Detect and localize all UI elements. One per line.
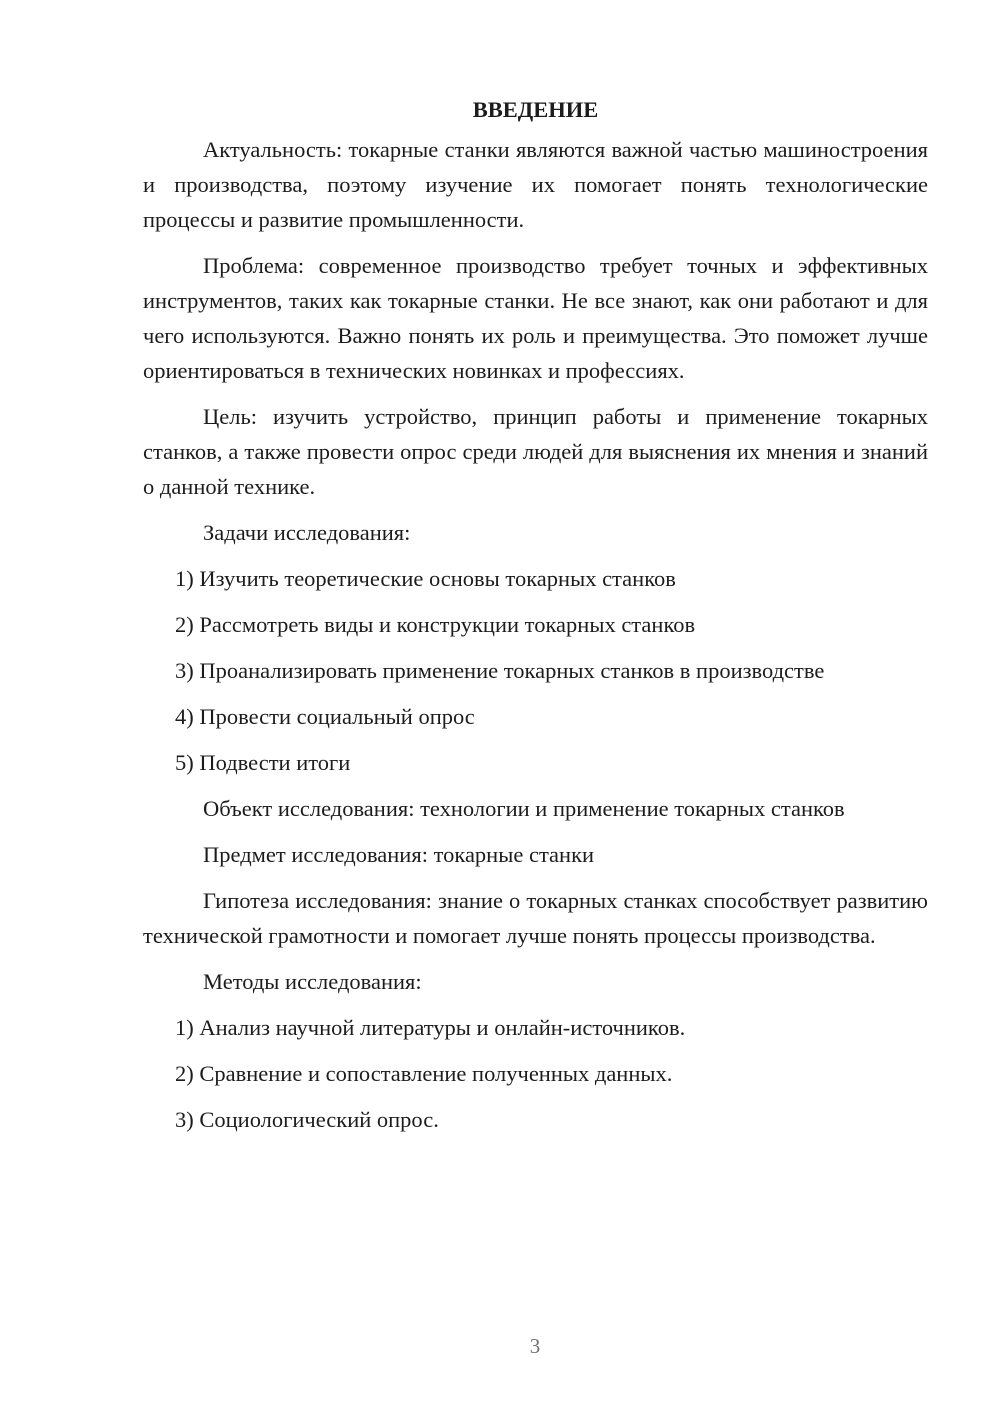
method-item: 2) Сравнение и сопоставление полученных данных.	[175, 1061, 673, 1086]
method-item: 1) Анализ научной литературы и онлайн-источников.	[175, 1015, 686, 1040]
hypothesis-paragraph: Гипотеза исследования: знание о токарных станках способствует развитию технической грамотности и помогает лучше понять процессы производства.	[143, 888, 928, 948]
task-item: 5) Подвести итоги	[175, 750, 351, 775]
tasks-heading: Задачи исследования:	[203, 520, 411, 545]
actuality-paragraph: Актуальность: токарные станки являются важной частью машиностроения и производства, поэтому изучение их помогает понять технологические процессы и развитие промышленности.	[143, 137, 928, 232]
methods-heading: Методы исследования:	[203, 969, 422, 994]
subject-paragraph: Предмет исследования: токарные станки	[203, 842, 595, 867]
goal-paragraph: Цель: изучить устройство, принцип работы и применение токарных станков, а также провести опрос среди людей для выяснения их мнения и знаний о данной технике.	[143, 404, 928, 499]
task-item: 1) Изучить теоретические основы токарных станков	[175, 566, 676, 591]
page-number: 3	[529, 1334, 541, 1358]
tasks-list	[143, 561, 928, 780]
method-item: 3) Социологический опрос.	[175, 1107, 439, 1132]
task-item: 2) Рассмотреть виды и конструкции токарных станков	[175, 612, 696, 637]
object-paragraph: Объект исследования: технологии и применение токарных станков	[203, 796, 845, 821]
methods-list	[143, 1010, 928, 1137]
document-page	[143, 92, 928, 1148]
task-item: 4) Провести социальный опрос	[175, 704, 475, 729]
problem-paragraph: Проблема: современное производство требует точных и эффективных инструментов, таких как токарные станки. Не все знают, как они работают и для чего используются. Важно понять их роль и преимущества. Это поможет лучше ориентироваться в технических новинках и профессиях.	[143, 253, 928, 383]
task-item: 3) Проанализировать применение токарных станков в производстве	[175, 658, 825, 683]
section-title: ВВЕДЕНИЕ	[472, 97, 599, 122]
